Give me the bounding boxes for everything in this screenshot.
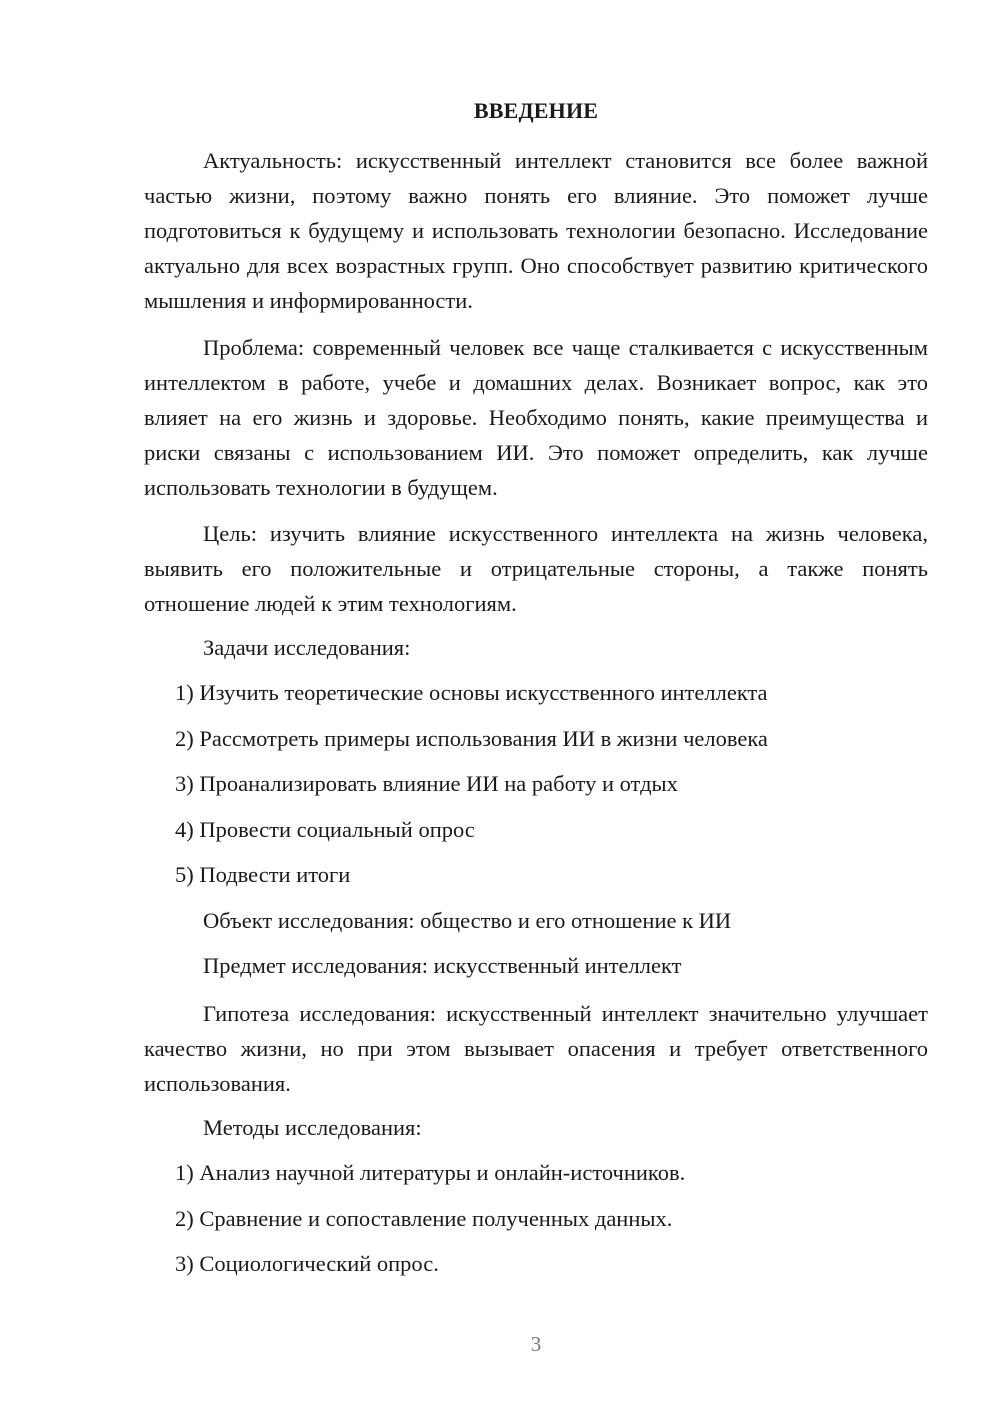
research-object: Объект исследования: общество и его отношение к ИИ [203,908,732,933]
task-item-2: 2) Рассмотреть примеры использования ИИ в жизни человека [175,726,768,751]
task-item-4: 4) Провести социальный опрос [175,817,475,842]
task-item-5: 5) Подвести итоги [175,862,351,887]
methods-heading: Методы исследования: [203,1115,422,1140]
page-number: 3 [530,1332,542,1356]
task-item-1: 1) Изучить теоретические основы искусственного интеллекта [175,680,768,705]
tasks-heading: Задачи исследования: [203,635,411,660]
method-item-1: 1) Анализ научной литературы и онлайн-источников. [175,1160,686,1185]
method-item-3: 3) Социологический опрос. [175,1251,439,1276]
research-subject: Предмет исследования: искусственный интеллект [203,953,682,978]
method-item-2: 2) Сравнение и сопоставление полученных данных. [175,1206,673,1231]
hypothesis-paragraph: Гипотеза исследования: искусственный интеллект значительно улучшает качество жизни, но при этом вызывает опасения и требует ответственного использования. [144,1001,928,1096]
section-title: ВВЕДЕНИЕ [473,98,599,123]
task-item-3: 3) Проанализировать влияние ИИ на работу и отдых [175,771,678,796]
goal-paragraph: Цель: изучить влияние искусственного интеллекта на жизнь человека, выявить его положительные и отрицательные стороны, а также понять отношение людей к этим технологиям. [144,521,928,616]
problem-paragraph: Проблема: современный человек все чаще сталкивается с искусственным интеллектом в работе, учебе и домашних делах. Возникает вопрос, как это влияет на его жизнь и здоровье. Необходимо понять, какие преимущества и риски связаны с использованием ИИ. Это поможет определить, как лучше использовать технологии в будущем. [144,335,928,500]
relevance-paragraph: Актуальность: искусственный интеллект становится все более важной частью жизни, поэтому важно понять его влияние. Это поможет лучше подготовиться к будущему и использовать технологии безопасно. Исследование актуально для всех возрастных групп. Оно способствует развитию критического мышления и информированности. [144,148,928,313]
